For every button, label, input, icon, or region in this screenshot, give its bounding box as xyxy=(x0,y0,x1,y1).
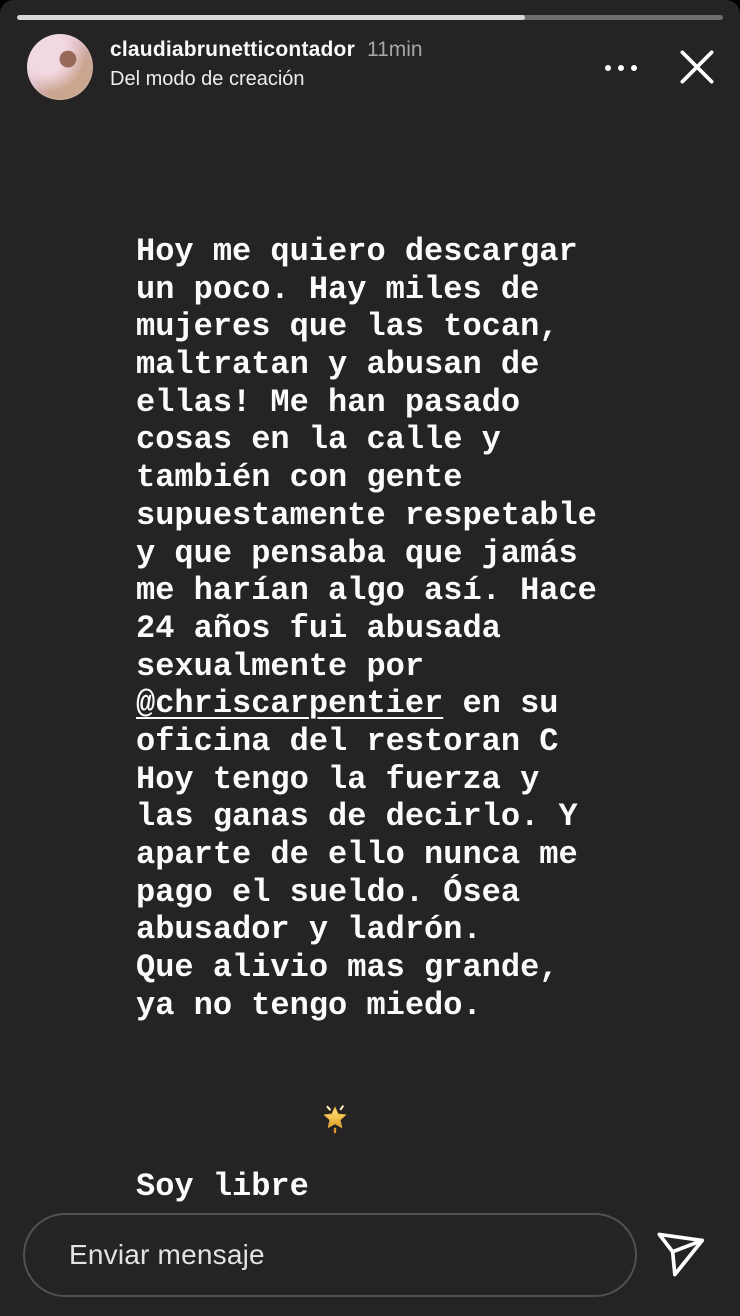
story-text-line: las ganas de decirlo. Y xyxy=(136,798,578,836)
mention-link[interactable]: @chriscarpentier xyxy=(136,685,444,723)
more-options-icon xyxy=(605,65,611,71)
story-text-line: ya no tengo miedo. xyxy=(136,986,482,1024)
close-button[interactable] xyxy=(666,38,728,96)
story-text-line: cosas en la calle y xyxy=(136,421,501,459)
story-text-line: Soy libre xyxy=(136,1024,676,1062)
story-text-line: ellas! Me han pasado xyxy=(136,383,521,421)
message-placeholder: Enviar mensaje xyxy=(69,1239,265,1270)
username[interactable]: claudiabrunetticontador xyxy=(110,38,355,61)
story-text-line: maltratan y abusan de xyxy=(136,346,540,384)
story-progress-bar xyxy=(17,15,723,20)
story-text-line: aparte de ello nunca me xyxy=(136,836,578,873)
close-icon xyxy=(675,45,719,89)
send-icon xyxy=(649,1227,708,1286)
story-timestamp: 11min xyxy=(366,38,423,61)
story-text-line: me harían algo así. Hace xyxy=(136,572,597,610)
story-text-line: un poco. Hay miles de xyxy=(136,270,540,308)
story-text-line: sexualmente por xyxy=(136,647,425,685)
story-subtitle: Del modo de creación xyxy=(110,68,305,90)
story-text-line: pago el sueldo. Ósea xyxy=(136,873,521,911)
story-header-meta xyxy=(110,38,423,91)
story-progress-fill xyxy=(17,15,525,20)
avatar[interactable] xyxy=(27,34,93,100)
story-text-line: supuestamente respetable xyxy=(136,496,597,534)
story-text-line: oficina del restoran C xyxy=(136,722,559,760)
story-text-line: abusador y ladrón. xyxy=(136,911,482,949)
story-text-line: y que pensaba que jamás xyxy=(136,534,578,572)
story-text-line: Que alivio mas grande, xyxy=(136,949,559,987)
story-text-line: Hoy tengo la fuerza y xyxy=(136,760,540,798)
story-text-line: también con gente xyxy=(136,459,463,497)
story-text xyxy=(136,233,676,1206)
story-text-line: 24 años fui abusada xyxy=(136,609,501,647)
more-options-button[interactable] xyxy=(592,46,650,90)
story-text-line: Hoy me quiero descargar xyxy=(136,233,578,270)
story-text-line: mujeres que las tocan, xyxy=(136,308,559,346)
send-button[interactable] xyxy=(648,1225,711,1288)
message-input[interactable] xyxy=(23,1213,637,1297)
story-text-line: @chriscarpentier en su xyxy=(136,685,559,723)
glowing-star-emoji xyxy=(317,1024,432,1211)
